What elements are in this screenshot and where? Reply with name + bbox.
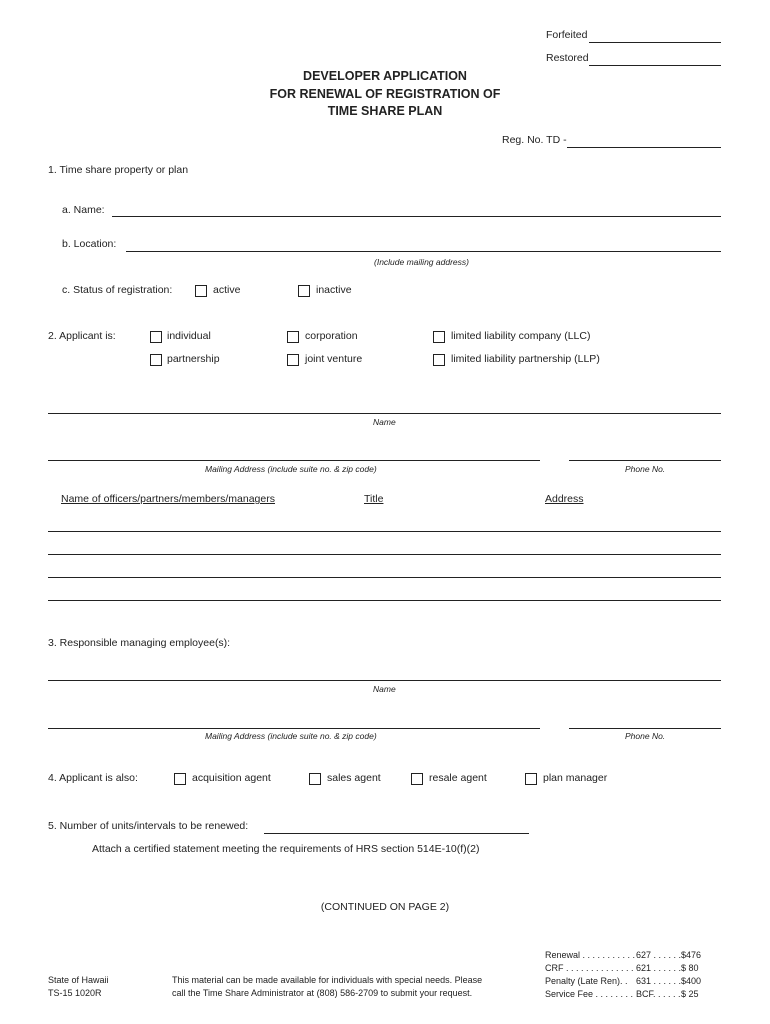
applicant-name-field[interactable] (48, 413, 721, 414)
employee-name-caption: Name (373, 684, 396, 694)
name-field[interactable] (112, 216, 721, 217)
status-label: c. Status of registration: (62, 284, 173, 296)
section1-heading: 1. Time share property or plan (48, 164, 189, 176)
reg-no-field[interactable] (567, 147, 721, 148)
individual-label: individual (167, 330, 211, 342)
name-label: a. Name: (62, 204, 105, 216)
managing-employee-label: 3. Responsible managing employee(s): (48, 637, 231, 649)
applicant-mailing-field[interactable] (48, 460, 540, 461)
form-title-line1: DEVELOPER APPLICATION (303, 69, 467, 83)
address-column-header: Address (545, 493, 584, 505)
form-title-line2: FOR RENEWAL OF REGISTRATION OF (269, 87, 501, 101)
fee-code: 631 . . . . . . (636, 976, 682, 986)
units-field[interactable] (264, 833, 529, 834)
corporation-label: corporation (305, 330, 358, 342)
footer-notice-line2: call the Time Share Administrator at (808) 586-2709 to submit your request. (172, 988, 473, 998)
llp-checkbox[interactable] (433, 354, 445, 366)
footer-notice-line1: This material can be made available for individuals with special needs. Please (172, 975, 483, 985)
acquisition-agent-checkbox[interactable] (174, 773, 186, 785)
officer-row-2[interactable] (48, 554, 721, 555)
fee-label: Renewal . . . . . . . . . . . (545, 950, 636, 960)
applicant-phone-caption: Phone No. (625, 464, 666, 474)
applicant-mailing-caption: Mailing Address (include suite no. & zip code) (205, 464, 377, 474)
forfeited-label: Forfeited (546, 29, 588, 41)
plan-manager-label: plan manager (543, 772, 608, 784)
continued-note: (CONTINUED ON PAGE 2) (320, 901, 450, 913)
individual-checkbox[interactable] (150, 331, 162, 343)
llp-label: limited liability partnership (LLP) (451, 353, 600, 365)
llc-checkbox[interactable] (433, 331, 445, 343)
status-inactive-checkbox[interactable] (298, 285, 310, 297)
form-title-line3: TIME SHARE PLAN (327, 104, 443, 118)
officer-row-4[interactable] (48, 600, 721, 601)
applicant-name-caption: Name (373, 417, 396, 427)
restored-field[interactable] (589, 65, 721, 66)
forfeited-field[interactable] (589, 42, 721, 43)
units-label: 5. Number of units/intervals to be renewed: (48, 820, 249, 832)
joint-venture-label: joint venture (305, 353, 363, 365)
title-column-header: Title (364, 493, 384, 505)
restored-label: Restored (546, 52, 589, 64)
employee-mailing-field[interactable] (48, 728, 540, 729)
location-label: b. Location: (62, 238, 117, 250)
location-field[interactable] (126, 251, 721, 252)
resale-agent-label: resale agent (429, 772, 487, 784)
sales-agent-checkbox[interactable] (309, 773, 321, 785)
fee-code: BCF. . . . . . . (636, 989, 686, 999)
status-active-checkbox[interactable] (195, 285, 207, 297)
footer-form-no: TS-15 1020R (48, 988, 102, 998)
llc-label: limited liability company (LLC) (451, 330, 591, 342)
partnership-checkbox[interactable] (150, 354, 162, 366)
fee-amount: $476 (681, 950, 702, 960)
footer-state: State of Hawaii (48, 975, 109, 985)
officers-column-header: Name of officers/partners/members/managers (61, 493, 275, 505)
fee-amount: $ 80 (681, 963, 699, 973)
employee-mailing-caption: Mailing Address (include suite no. & zip code) (205, 731, 377, 741)
fee-code: 621 . . . . . . (636, 963, 682, 973)
status-active-label: active (213, 284, 241, 296)
fee-amount: $400 (681, 976, 702, 986)
location-caption: (Include mailing address) (374, 257, 469, 267)
plan-manager-checkbox[interactable] (525, 773, 537, 785)
fee-code: 627 . . . . . . (636, 950, 682, 960)
corporation-checkbox[interactable] (287, 331, 299, 343)
employee-phone-field[interactable] (569, 728, 721, 729)
sales-agent-label: sales agent (327, 772, 381, 784)
employee-name-field[interactable] (48, 680, 721, 681)
partnership-label: partnership (167, 353, 220, 365)
officer-row-1[interactable] (48, 531, 721, 532)
applicant-phone-field[interactable] (569, 460, 721, 461)
status-inactive-label: inactive (316, 284, 352, 296)
fee-amount: $ 25 (681, 989, 699, 999)
attach-note: Attach a certified statement meeting the requirements of HRS section 514E-10(f)(2) (92, 843, 480, 855)
applicant-also-label: 4. Applicant is also: (48, 772, 138, 784)
fee-label: Penalty (Late Ren). . (545, 976, 628, 986)
applicant-label: 2. Applicant is: (48, 330, 116, 342)
acquisition-agent-label: acquisition agent (192, 772, 271, 784)
resale-agent-checkbox[interactable] (411, 773, 423, 785)
reg-no-label: Reg. No. TD - (502, 134, 567, 146)
officer-row-3[interactable] (48, 577, 721, 578)
employee-phone-caption: Phone No. (625, 731, 666, 741)
joint-venture-checkbox[interactable] (287, 354, 299, 366)
fee-label: CRF . . . . . . . . . . . . . . (545, 963, 634, 973)
fee-label: Service Fee . . . . . . . . (545, 989, 634, 999)
